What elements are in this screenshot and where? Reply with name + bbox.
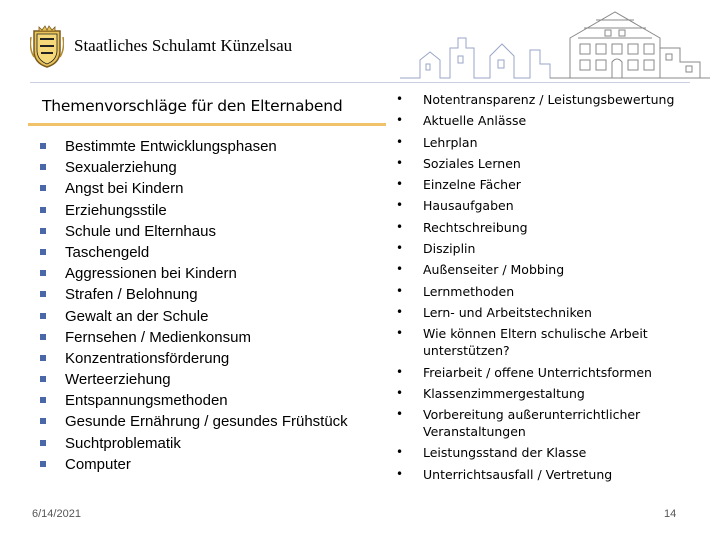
dot-bullet-icon: •: [396, 262, 404, 277]
dot-bullet-icon: •: [396, 445, 404, 460]
square-bullet-icon: [40, 397, 46, 403]
square-bullet-icon: [40, 418, 46, 424]
list-item: • Lern- und Arbeitstechniken: [396, 304, 592, 320]
list-item: • Notentransparenz / Leistungsbewertung: [396, 92, 675, 107]
list-item: • Vorbereitung außerunterrichtlicher Veranstaltungen: [396, 407, 641, 440]
list-item: • Einzelne Fächer: [396, 177, 521, 193]
square-bullet-icon: [40, 249, 46, 255]
list-item: Suchtproblematik: [40, 433, 348, 454]
dot-bullet-icon: •: [396, 241, 404, 256]
dot-bullet-icon: •: [396, 466, 404, 481]
page-number: 14: [664, 508, 677, 520]
dot-bullet-icon: •: [396, 92, 404, 106]
list-item: Gesunde Ernährung / gesundes Frühstück: [40, 411, 348, 432]
list-item: • Hausaufgaben: [396, 198, 514, 214]
dot-bullet-icon: •: [396, 134, 404, 149]
square-bullet-icon: [40, 313, 46, 319]
list-item: Werteerziehung: [40, 369, 348, 390]
dot-bullet-icon: •: [396, 385, 404, 400]
square-bullet-icon: [40, 270, 46, 276]
list-item: • Disziplin: [396, 241, 476, 257]
footer-date: 6/14/2021: [32, 508, 81, 520]
slide-header: [0, 0, 720, 80]
right-topic-list: [396, 91, 696, 487]
list-item: Aggressionen bei Kindern: [40, 263, 348, 284]
square-bullet-icon: [40, 207, 46, 213]
list-item: Strafen / Belohnung: [40, 284, 348, 305]
square-bullet-icon: [40, 334, 46, 340]
town-skyline-icon: [400, 8, 710, 84]
dot-bullet-icon: •: [396, 407, 404, 422]
list-item: • Aktuelle Anlässe: [396, 113, 527, 129]
left-title-text: Themenvorschläge für den Elternabend: [42, 97, 343, 115]
list-item: • Klassenzimmergestaltung: [396, 385, 585, 401]
list-item: Taschengeld: [40, 242, 348, 263]
list-item: Erziehungsstile: [40, 200, 348, 221]
dot-bullet-icon: •: [396, 155, 404, 170]
list-item: Gewalt an der Schule: [40, 306, 348, 327]
dot-bullet-icon: •: [396, 304, 404, 319]
list-item: Fernsehen / Medienkonsum: [40, 327, 348, 348]
square-bullet-icon: [40, 185, 46, 191]
list-item: • Leistungsstand der Klasse: [396, 445, 587, 461]
list-item: • Soziales Lernen: [396, 155, 521, 171]
square-bullet-icon: [40, 291, 46, 297]
square-bullet-icon: [40, 143, 46, 149]
list-item: • Lehrplan: [396, 134, 478, 150]
list-item: • Lernmethoden: [396, 283, 515, 299]
header-divider: [30, 82, 690, 83]
square-bullet-icon: [40, 228, 46, 234]
dot-bullet-icon: •: [396, 283, 404, 298]
coat-of-arms-icon: [30, 25, 64, 69]
left-column-title: [28, 94, 386, 126]
dot-bullet-icon: •: [396, 198, 404, 213]
list-item: Konzentrationsförderung: [40, 348, 348, 369]
list-item: • Rechtschreibung: [396, 219, 528, 235]
square-bullet-icon: [40, 461, 46, 467]
dot-bullet-icon: •: [396, 113, 404, 128]
square-bullet-icon: [40, 440, 46, 446]
dot-bullet-icon: •: [396, 219, 404, 234]
organization-name: Staatliches Schulamt Künzelsau: [74, 36, 293, 55]
square-bullet-icon: [40, 355, 46, 361]
square-bullet-icon: [40, 164, 46, 170]
dot-bullet-icon: •: [396, 364, 404, 379]
list-item: • Wie können Eltern schulische Arbeit unterstützen?: [396, 326, 648, 359]
square-bullet-icon: [40, 376, 46, 382]
list-item: Sexualerziehung: [40, 157, 348, 178]
left-topic-list: [40, 136, 348, 475]
list-item: Schule und Elternhaus: [40, 221, 348, 242]
dot-bullet-icon: •: [396, 177, 404, 192]
dot-bullet-icon: •: [396, 326, 404, 341]
list-item: Angst bei Kindern: [40, 178, 348, 199]
list-item: Entspannungsmethoden: [40, 390, 348, 411]
list-item: • Außenseiter / Mobbing: [396, 262, 565, 278]
list-item: • Freiarbeit / offene Unterrichtsformen: [396, 364, 652, 380]
list-item: Bestimmte Entwicklungsphasen: [40, 136, 348, 157]
list-item: Computer: [40, 454, 348, 475]
list-item: • Unterrichtsausfall / Vertretung: [396, 466, 613, 482]
